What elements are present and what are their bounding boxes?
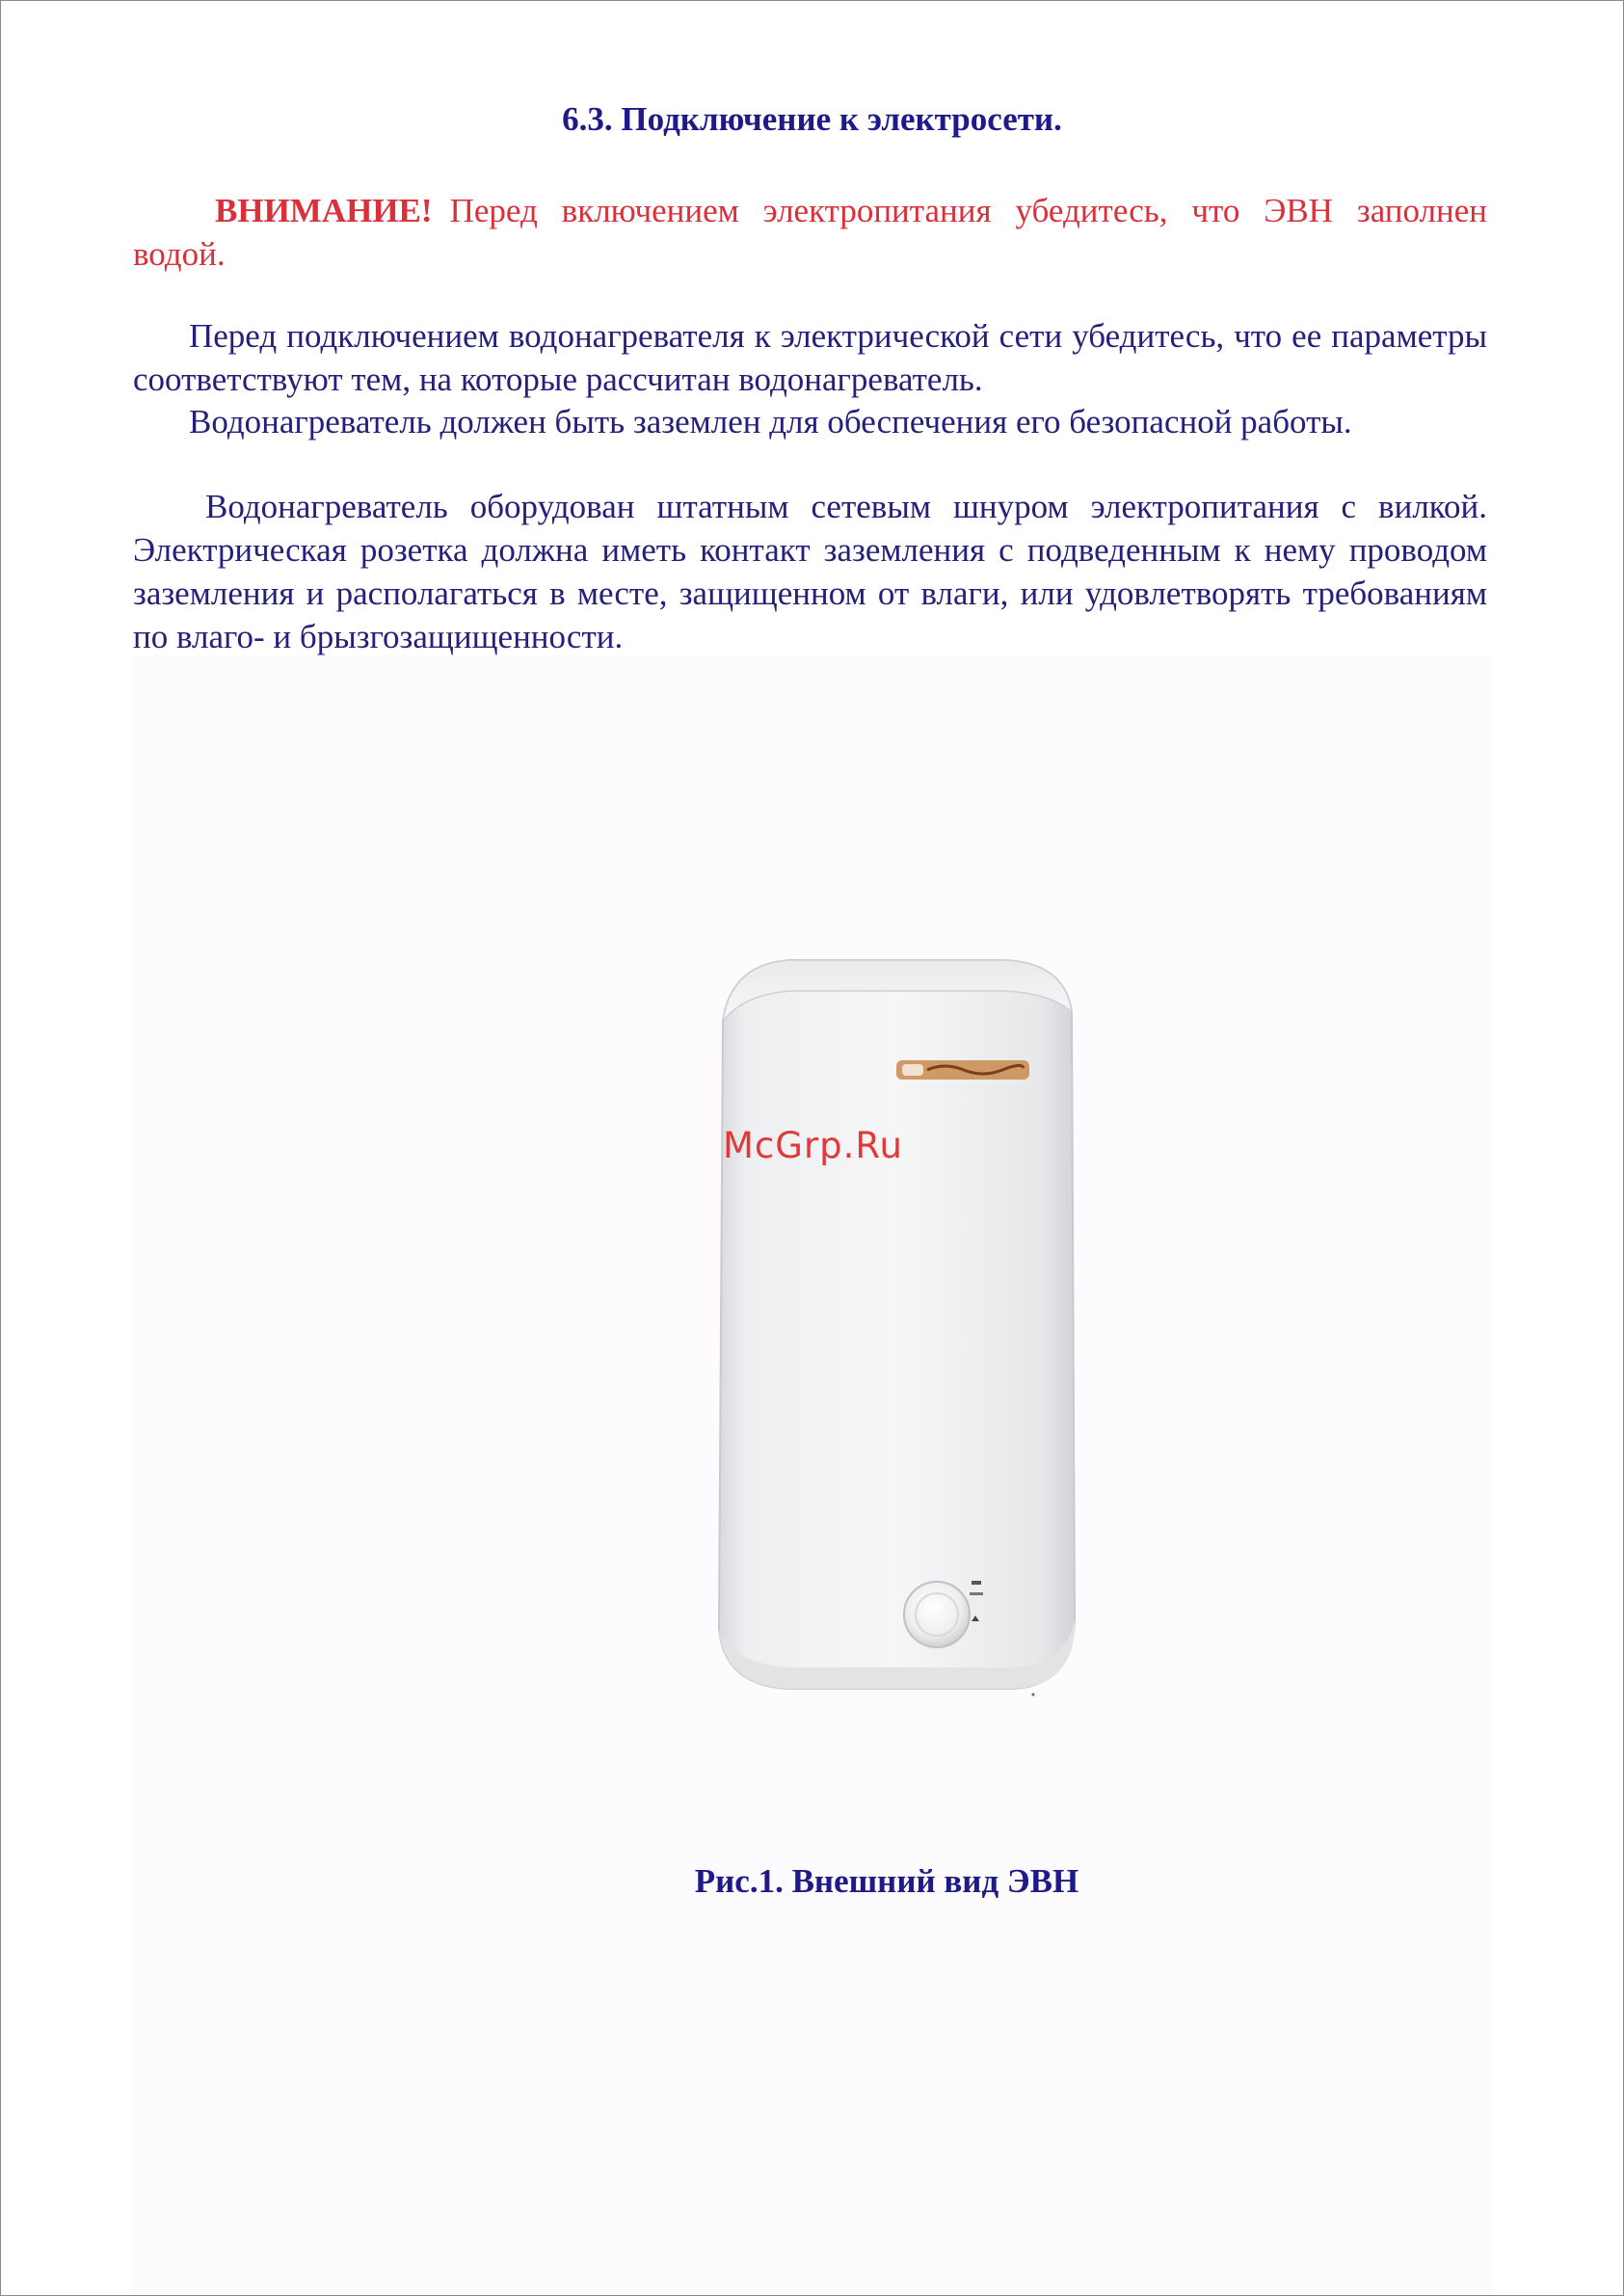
paragraph-grounding: Водонагреватель должен быть заземлен для обеспечения его безопасной работы. [189, 403, 1352, 441]
section-title: 6.3. Подключение к электросети. [562, 100, 1062, 138]
watermark-text: McGrp.Ru [723, 1125, 903, 1166]
warning-paragraph [133, 189, 1487, 276]
water-heater-image [684, 954, 1089, 1701]
paragraph-network-check: Перед подключением водонагревателя к электрической сети убедитесь, что ее параметры соответствуют тем, на которые рассчитан водонагреватель. [133, 317, 1487, 398]
warning-label: ВНИМАНИЕ! [215, 192, 433, 229]
figure-caption: Рис.1. Внешний вид ЭВН [694, 1862, 1079, 1900]
paragraph-power-cord: Водонагреватель оборудован штатным сетевым шнуром электропитания с вилкой. Электрическая розетка должна иметь контакт заземления с подведенным к нему проводом заземления и располагаться в месте, защищенном от влаги, или удовлетворять требованиям по влаго- и брызгозащищенности. [133, 488, 1487, 655]
brand-logo [896, 1060, 1029, 1080]
figure-water-heater [684, 954, 1089, 1701]
warning-text: Перед включением электропитания убедитесь, что ЭВН заполнен водой. [133, 192, 1487, 273]
